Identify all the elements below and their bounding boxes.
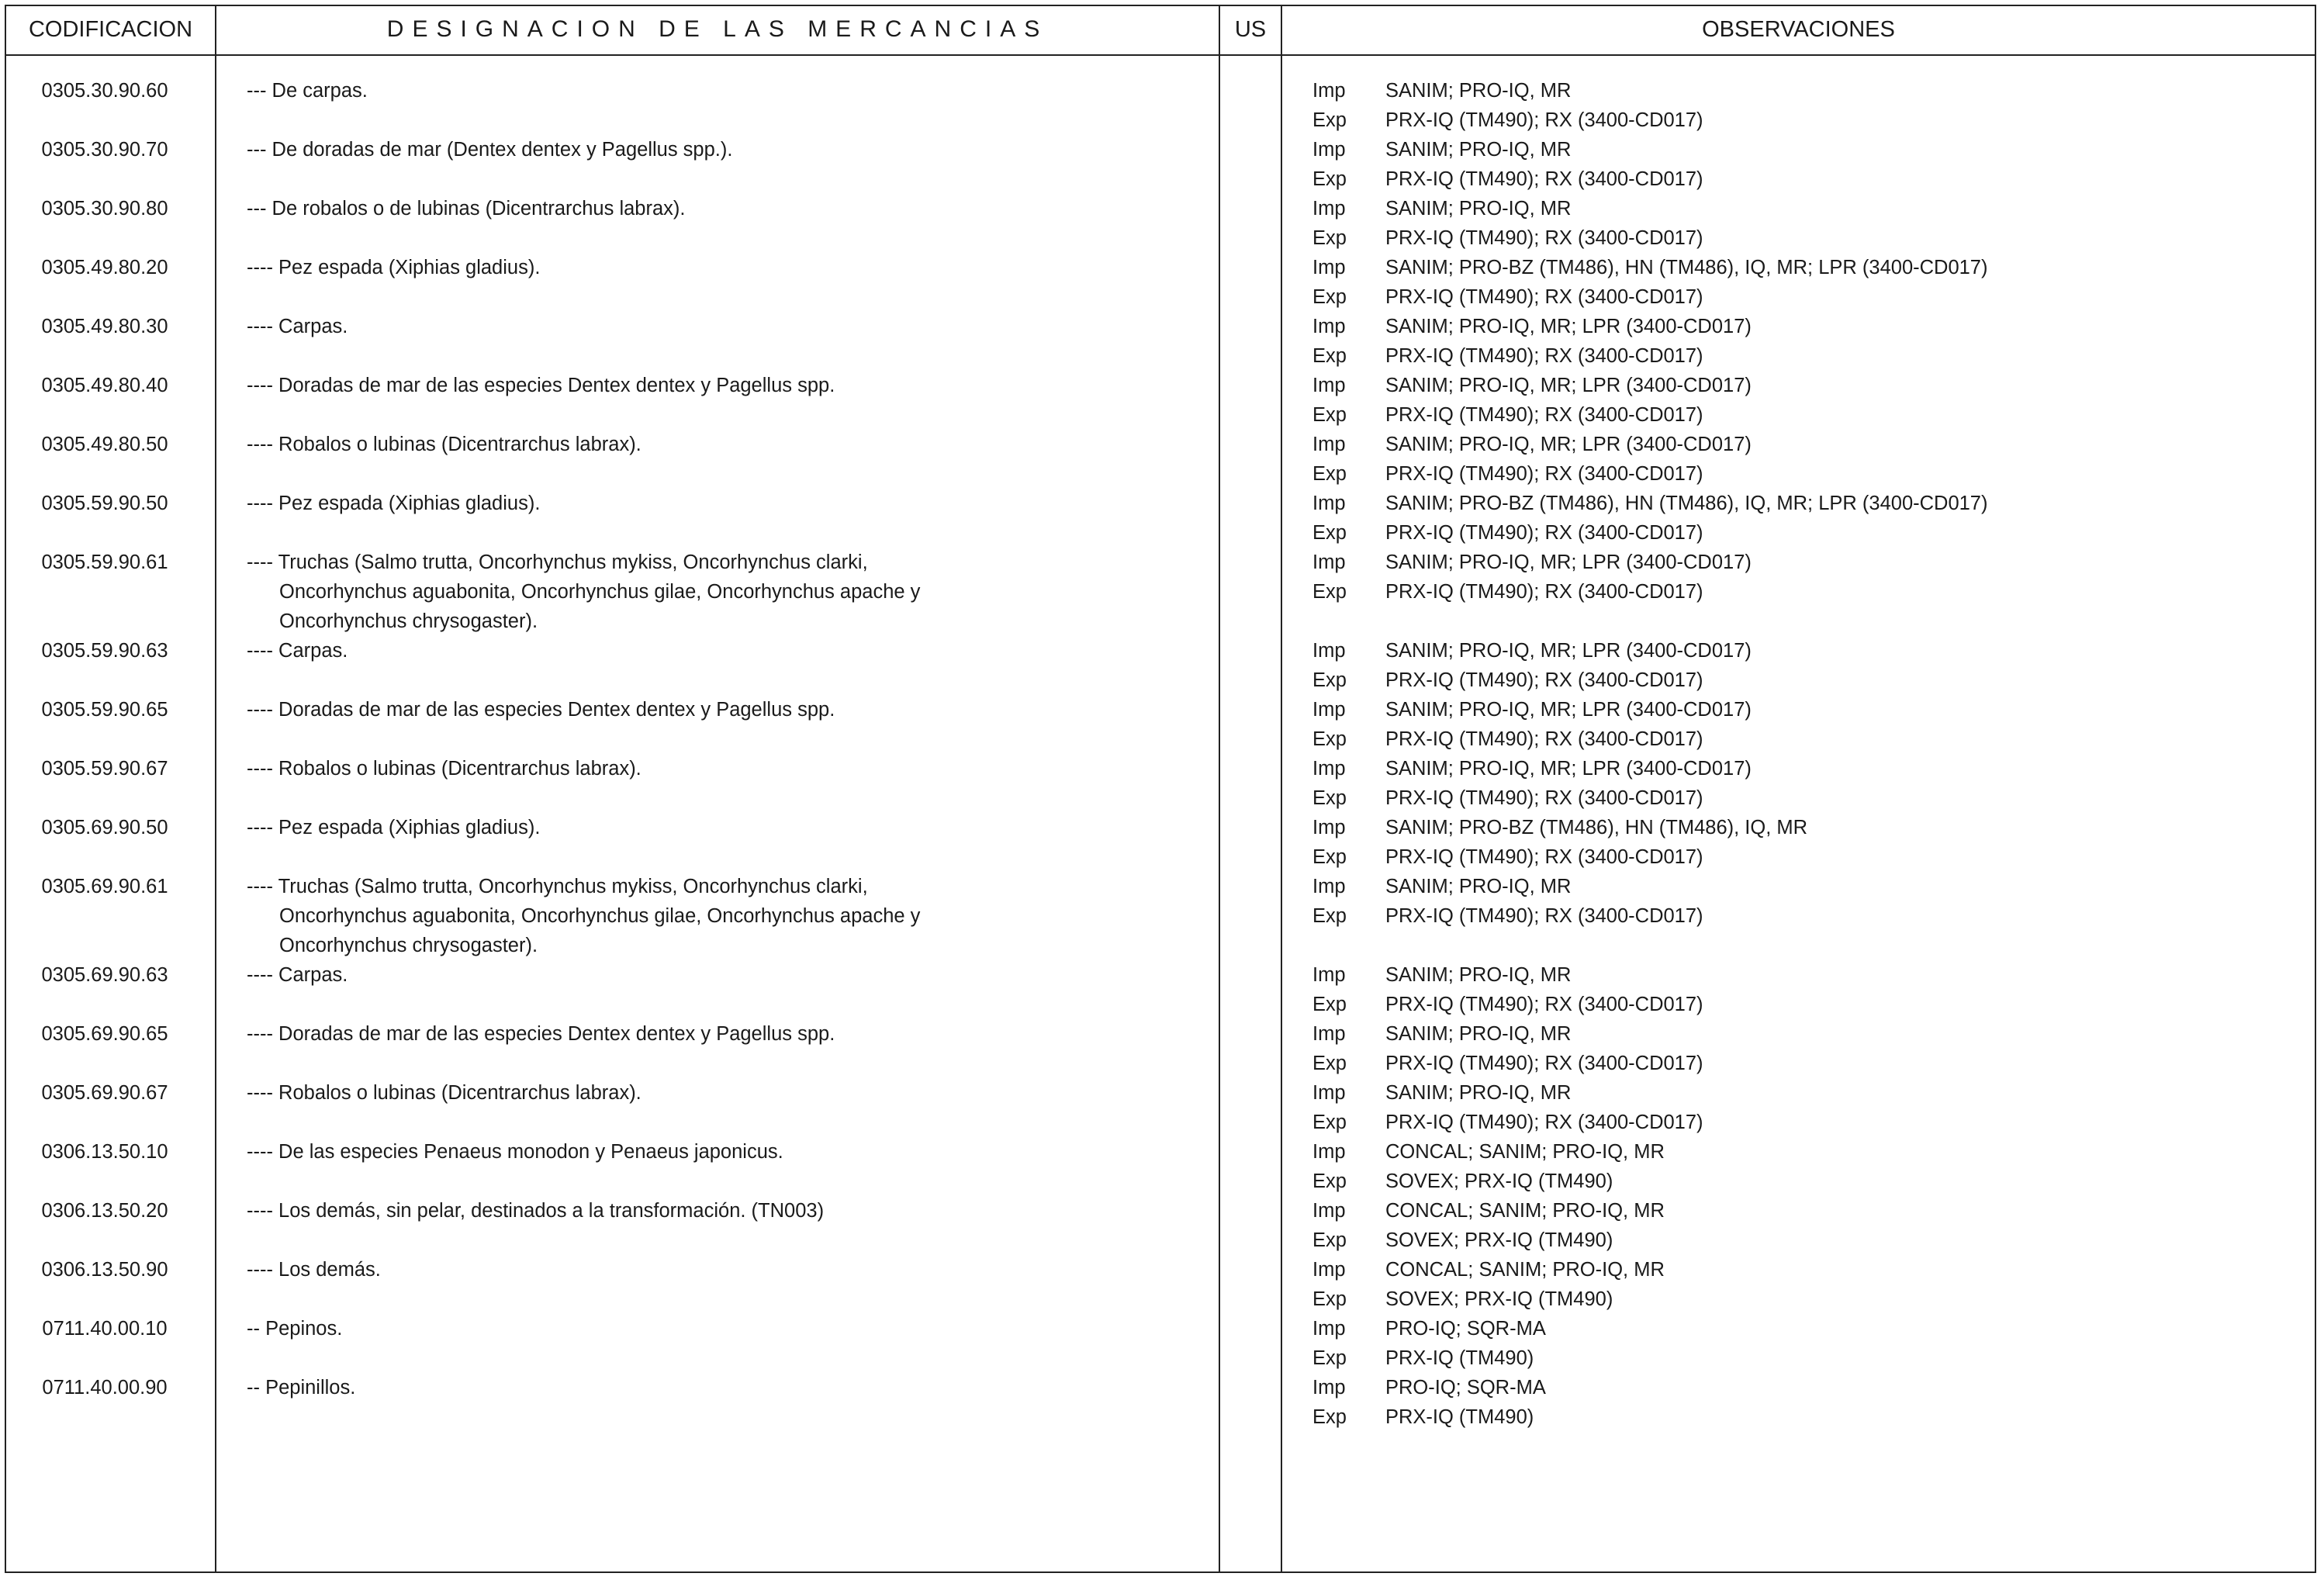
goods-description: [247, 194, 1209, 223]
observation-text: SOVEX; PRX-IQ (TM490): [1385, 1229, 1613, 1251]
observation-line: [1312, 901, 2305, 931]
observation-text: PRX-IQ (TM490): [1385, 1347, 1534, 1369]
observation-kind: Exp: [1312, 846, 1347, 868]
observation-line: [1312, 164, 2305, 194]
goods-description: [247, 371, 1209, 400]
observation-text: SANIM; PRO-IQ, MR: [1385, 139, 1572, 161]
observation-text: PRX-IQ (TM490); RX (3400-CD017): [1385, 846, 1703, 868]
description-line: ---- Doradas de mar de las especies Dentex dentex y Pagellus spp.: [247, 375, 835, 396]
description-line: ---- Pez espada (Xiphias gladius).: [247, 257, 541, 278]
description-line: Oncorhynchus aguabonita, Oncorhynchus gilae, Oncorhynchus apache y: [279, 581, 921, 603]
description-line: ---- Truchas (Salmo trutta, Oncorhynchus mykiss, Oncorhynchus clarki,: [247, 876, 868, 897]
observation-kind: Exp: [1312, 1406, 1347, 1428]
observation-kind: Exp: [1312, 728, 1347, 750]
observations: [1312, 872, 2305, 931]
tariff-code: 0305.59.90.50: [41, 493, 168, 514]
observation-line: [1312, 1343, 2305, 1373]
observation-text: PRX-IQ (TM490); RX (3400-CD017): [1385, 522, 1703, 544]
observation-text: SOVEX; PRX-IQ (TM490): [1385, 1170, 1613, 1192]
tariff-code: 0305.69.90.65: [41, 1023, 168, 1045]
observation-text: PRX-IQ (TM490); RX (3400-CD017): [1385, 994, 1703, 1015]
observation-line: [1312, 754, 2305, 783]
observation-line: [1312, 1049, 2305, 1078]
observation-line: [1312, 577, 2305, 607]
description-line: ---- Pez espada (Xiphias gladius).: [247, 493, 541, 514]
observation-text: SANIM; PRO-BZ (TM486), HN (TM486), IQ, MR: [1385, 817, 1808, 838]
observations: [1312, 1196, 2305, 1255]
observation-kind: Exp: [1312, 286, 1347, 308]
observation-text: SANIM; PRO-BZ (TM486), HN (TM486), IQ, MR; LPR (3400-CD017): [1385, 493, 1988, 514]
observation-text: SANIM; PRO-IQ, MR; LPR (3400-CD017): [1385, 375, 1752, 396]
description-line: Oncorhynchus chrysogaster).: [279, 935, 538, 956]
observation-kind: Imp: [1312, 80, 1346, 102]
goods-description: [247, 1373, 1209, 1402]
tariff-code: 0305.59.90.61: [41, 551, 168, 573]
observation-kind: Imp: [1312, 699, 1346, 721]
observation-text: SANIM; PRO-BZ (TM486), HN (TM486), IQ, MR; LPR (3400-CD017): [1385, 257, 1988, 278]
observations: [1312, 960, 2305, 1019]
observations: [1312, 636, 2305, 695]
tariff-code: 0305.49.80.20: [41, 257, 168, 278]
observation-line: [1312, 223, 2305, 253]
observation-line: [1312, 666, 2305, 695]
observation-kind: Imp: [1312, 139, 1346, 161]
observation-text: SANIM; PRO-IQ, MR: [1385, 876, 1572, 897]
observation-line: [1312, 872, 2305, 901]
observation-text: PRX-IQ (TM490); RX (3400-CD017): [1385, 1112, 1703, 1133]
observation-kind: Exp: [1312, 522, 1347, 544]
observation-line: [1312, 1196, 2305, 1226]
observation-kind: Imp: [1312, 876, 1346, 897]
observations: [1312, 1078, 2305, 1137]
observation-line: [1312, 135, 2305, 164]
observation-text: PRX-IQ (TM490); RX (3400-CD017): [1385, 345, 1703, 367]
observation-text: PRX-IQ (TM490); RX (3400-CD017): [1385, 905, 1703, 927]
observation-line: [1312, 1284, 2305, 1314]
observations: [1312, 548, 2305, 607]
tariff-code: 0305.30.90.70: [41, 139, 168, 161]
observation-kind: Imp: [1312, 493, 1346, 514]
observations: [1312, 135, 2305, 194]
observation-text: CONCAL; SANIM; PRO-IQ, MR: [1385, 1259, 1665, 1281]
observation-kind: Imp: [1312, 551, 1346, 573]
observation-text: PRO-IQ; SQR-MA: [1385, 1377, 1546, 1399]
observation-line: [1312, 724, 2305, 754]
description-line: Oncorhynchus chrysogaster).: [279, 610, 538, 632]
tariff-code: 0305.49.80.50: [41, 434, 168, 455]
observation-kind: Exp: [1312, 669, 1347, 691]
observation-line: [1312, 371, 2305, 400]
observation-kind: Exp: [1312, 994, 1347, 1015]
tariff-code: 0305.69.90.61: [41, 876, 168, 897]
observation-kind: Imp: [1312, 375, 1346, 396]
goods-description: [247, 135, 1209, 164]
goods-description: [247, 548, 1209, 636]
observation-text: PRX-IQ (TM490); RX (3400-CD017): [1385, 1053, 1703, 1074]
goods-description: [247, 253, 1209, 282]
description-line: ---- Robalos o lubinas (Dicentrarchus labrax).: [247, 434, 642, 455]
observation-kind: Imp: [1312, 198, 1346, 220]
description-line: ---- Doradas de mar de las especies Dentex dentex y Pagellus spp.: [247, 699, 835, 721]
tariff-code: 0711.40.00.10: [42, 1318, 168, 1340]
tariff-code: 0306.13.50.10: [41, 1141, 168, 1163]
observation-text: PRX-IQ (TM490); RX (3400-CD017): [1385, 227, 1703, 249]
tariff-code: 0305.30.90.80: [41, 198, 168, 220]
goods-description: [247, 1314, 1209, 1343]
observation-kind: Imp: [1312, 817, 1346, 838]
description-line: -- Pepinos.: [247, 1318, 343, 1340]
goods-description: [247, 1019, 1209, 1049]
description-line: --- De robalos o de lubinas (Dicentrarchus labrax).: [247, 198, 686, 220]
goods-description: [247, 312, 1209, 341]
observation-text: PRX-IQ (TM490); RX (3400-CD017): [1385, 168, 1703, 190]
observation-line: [1312, 960, 2305, 990]
observation-line: [1312, 194, 2305, 223]
observation-line: [1312, 1137, 2305, 1167]
observation-line: [1312, 105, 2305, 135]
header-codificacion: CODIFICACION: [28, 16, 193, 42]
observation-line: [1312, 459, 2305, 489]
observation-line: [1312, 253, 2305, 282]
description-line: --- De carpas.: [247, 80, 368, 102]
observation-line: [1312, 1314, 2305, 1343]
observation-text: SANIM; PRO-IQ, MR; LPR (3400-CD017): [1385, 434, 1752, 455]
observations: [1312, 1019, 2305, 1078]
observation-kind: Exp: [1312, 227, 1347, 249]
tariff-code: 0305.69.90.63: [41, 964, 168, 986]
observation-line: [1312, 1226, 2305, 1255]
observation-line: [1312, 783, 2305, 813]
observation-text: PRX-IQ (TM490): [1385, 1406, 1534, 1428]
observation-kind: Imp: [1312, 1377, 1346, 1399]
description-line: --- De doradas de mar (Dentex dentex y Pagellus spp.).: [247, 139, 733, 161]
observation-kind: Exp: [1312, 1053, 1347, 1074]
observation-line: [1312, 1078, 2305, 1108]
goods-description: [247, 872, 1209, 960]
observation-kind: Exp: [1312, 1229, 1347, 1251]
observations: [1312, 813, 2305, 872]
header-designacion: DESIGNACION DE LAS MERCANCIAS: [386, 16, 1049, 42]
observation-line: [1312, 1373, 2305, 1402]
observation-text: PRO-IQ; SQR-MA: [1385, 1318, 1546, 1340]
observation-text: SANIM; PRO-IQ, MR: [1385, 964, 1572, 986]
tariff-code: 0305.30.90.60: [41, 80, 168, 102]
observation-kind: Imp: [1312, 640, 1346, 662]
goods-description: [247, 430, 1209, 459]
observation-line: [1312, 430, 2305, 459]
observation-line: [1312, 312, 2305, 341]
observation-line: [1312, 76, 2305, 105]
description-line: Oncorhynchus aguabonita, Oncorhynchus gilae, Oncorhynchus apache y: [279, 905, 921, 927]
observation-line: [1312, 1167, 2305, 1196]
observation-text: SANIM; PRO-IQ, MR; LPR (3400-CD017): [1385, 316, 1752, 337]
tariff-code: 0305.49.80.40: [41, 375, 168, 396]
observation-line: [1312, 1402, 2305, 1432]
observation-line: [1312, 990, 2305, 1019]
observation-text: PRX-IQ (TM490); RX (3400-CD017): [1385, 669, 1703, 691]
observation-text: SANIM; PRO-IQ, MR; LPR (3400-CD017): [1385, 640, 1752, 662]
observation-line: [1312, 282, 2305, 312]
observation-kind: Imp: [1312, 1082, 1346, 1104]
observation-line: [1312, 1108, 2305, 1137]
description-line: ---- Carpas.: [247, 640, 348, 662]
tariff-code: 0305.59.90.65: [41, 699, 168, 721]
description-line: ---- Los demás, sin pelar, destinados a la transformación. (TN003): [247, 1200, 825, 1222]
goods-description: [247, 695, 1209, 724]
goods-description: [247, 1078, 1209, 1108]
goods-description: [247, 813, 1209, 842]
description-line: ---- Los demás.: [247, 1259, 381, 1281]
observation-text: PRX-IQ (TM490); RX (3400-CD017): [1385, 463, 1703, 485]
observations: [1312, 1314, 2305, 1373]
tariff-code: 0305.69.90.67: [41, 1082, 168, 1104]
tariff-code: 0305.59.90.67: [41, 758, 168, 780]
goods-description: [247, 76, 1209, 105]
observations: [1312, 1255, 2305, 1314]
observations: [1312, 1137, 2305, 1196]
description-line: ---- Truchas (Salmo trutta, Oncorhynchus mykiss, Oncorhynchus clarki,: [247, 551, 868, 573]
observations: [1312, 489, 2305, 548]
goods-description: [247, 489, 1209, 518]
observations: [1312, 754, 2305, 813]
observation-kind: Exp: [1312, 1288, 1347, 1310]
tariff-code: 0711.40.00.90: [42, 1377, 168, 1399]
observation-line: [1312, 842, 2305, 872]
goods-description: [247, 636, 1209, 666]
observation-text: PRX-IQ (TM490); RX (3400-CD017): [1385, 109, 1703, 131]
observation-kind: Imp: [1312, 964, 1346, 986]
observation-kind: Exp: [1312, 905, 1347, 927]
observations: [1312, 76, 2305, 135]
description-line: ---- Carpas.: [247, 964, 348, 986]
observation-kind: Exp: [1312, 1112, 1347, 1133]
tariff-code: 0306.13.50.20: [41, 1200, 168, 1222]
observation-kind: Imp: [1312, 434, 1346, 455]
observation-line: [1312, 813, 2305, 842]
goods-description: [247, 1255, 1209, 1284]
observation-kind: Exp: [1312, 1170, 1347, 1192]
goods-description: [247, 960, 1209, 990]
description-line: -- Pepinillos.: [247, 1377, 356, 1399]
observation-text: SANIM; PRO-IQ, MR; LPR (3400-CD017): [1385, 758, 1752, 780]
observations: [1312, 1373, 2305, 1432]
description-line: ---- Pez espada (Xiphias gladius).: [247, 817, 541, 838]
observation-kind: Imp: [1312, 1141, 1346, 1163]
observations: [1312, 430, 2305, 489]
observation-kind: Imp: [1312, 1259, 1346, 1281]
header-us: US: [1234, 16, 1267, 42]
observation-kind: Exp: [1312, 345, 1347, 367]
observation-kind: Exp: [1312, 463, 1347, 485]
observation-text: PRX-IQ (TM490); RX (3400-CD017): [1385, 728, 1703, 750]
observations: [1312, 312, 2305, 371]
tariff-code: 0305.69.90.50: [41, 817, 168, 838]
observation-kind: Imp: [1312, 1023, 1346, 1045]
observations: [1312, 253, 2305, 312]
observation-kind: Exp: [1312, 109, 1347, 131]
description-line: ---- Carpas.: [247, 316, 348, 337]
description-line: ---- Doradas de mar de las especies Dentex dentex y Pagellus spp.: [247, 1023, 835, 1045]
observation-kind: Imp: [1312, 758, 1346, 780]
observation-kind: Imp: [1312, 316, 1346, 337]
description-line: ---- De las especies Penaeus monodon y Penaeus japonicus.: [247, 1141, 783, 1163]
observation-kind: Imp: [1312, 257, 1346, 278]
observation-kind: Exp: [1312, 1347, 1347, 1369]
observations: [1312, 695, 2305, 754]
observation-text: SANIM; PRO-IQ, MR; LPR (3400-CD017): [1385, 699, 1752, 721]
observation-text: CONCAL; SANIM; PRO-IQ, MR: [1385, 1141, 1665, 1163]
observation-line: [1312, 548, 2305, 577]
observation-text: PRX-IQ (TM490); RX (3400-CD017): [1385, 787, 1703, 809]
description-line: ---- Robalos o lubinas (Dicentrarchus labrax).: [247, 1082, 642, 1104]
observation-line: [1312, 489, 2305, 518]
observation-line: [1312, 400, 2305, 430]
observation-line: [1312, 1255, 2305, 1284]
observation-text: PRX-IQ (TM490); RX (3400-CD017): [1385, 581, 1703, 603]
observation-text: SANIM; PRO-IQ, MR: [1385, 1082, 1572, 1104]
observation-text: PRX-IQ (TM490); RX (3400-CD017): [1385, 404, 1703, 426]
observation-kind: Exp: [1312, 581, 1347, 603]
tariff-code: 0305.59.90.63: [41, 640, 168, 662]
observation-line: [1312, 695, 2305, 724]
header-observaciones: OBSERVACIONES: [1702, 16, 1895, 42]
goods-description: [247, 1196, 1209, 1226]
observation-text: PRX-IQ (TM490); RX (3400-CD017): [1385, 286, 1703, 308]
observation-line: [1312, 636, 2305, 666]
description-line: ---- Robalos o lubinas (Dicentrarchus labrax).: [247, 758, 642, 780]
goods-description: [247, 754, 1209, 783]
observation-kind: Exp: [1312, 168, 1347, 190]
tariff-code: 0305.49.80.30: [41, 316, 168, 337]
goods-description: [247, 1137, 1209, 1167]
observation-text: SANIM; PRO-IQ, MR: [1385, 198, 1572, 220]
observation-line: [1312, 341, 2305, 371]
observation-text: SOVEX; PRX-IQ (TM490): [1385, 1288, 1613, 1310]
observation-kind: Imp: [1312, 1318, 1346, 1340]
observation-kind: Exp: [1312, 787, 1347, 809]
observation-text: CONCAL; SANIM; PRO-IQ, MR: [1385, 1200, 1665, 1222]
observation-line: [1312, 518, 2305, 548]
observation-text: SANIM; PRO-IQ, MR: [1385, 1023, 1572, 1045]
observation-kind: Exp: [1312, 404, 1347, 426]
observation-text: SANIM; PRO-IQ, MR: [1385, 80, 1572, 102]
observations: [1312, 194, 2305, 253]
observation-kind: Imp: [1312, 1200, 1346, 1222]
tariff-code: 0306.13.50.90: [41, 1259, 168, 1281]
observation-line: [1312, 1019, 2305, 1049]
observations: [1312, 371, 2305, 430]
observation-text: SANIM; PRO-IQ, MR; LPR (3400-CD017): [1385, 551, 1752, 573]
